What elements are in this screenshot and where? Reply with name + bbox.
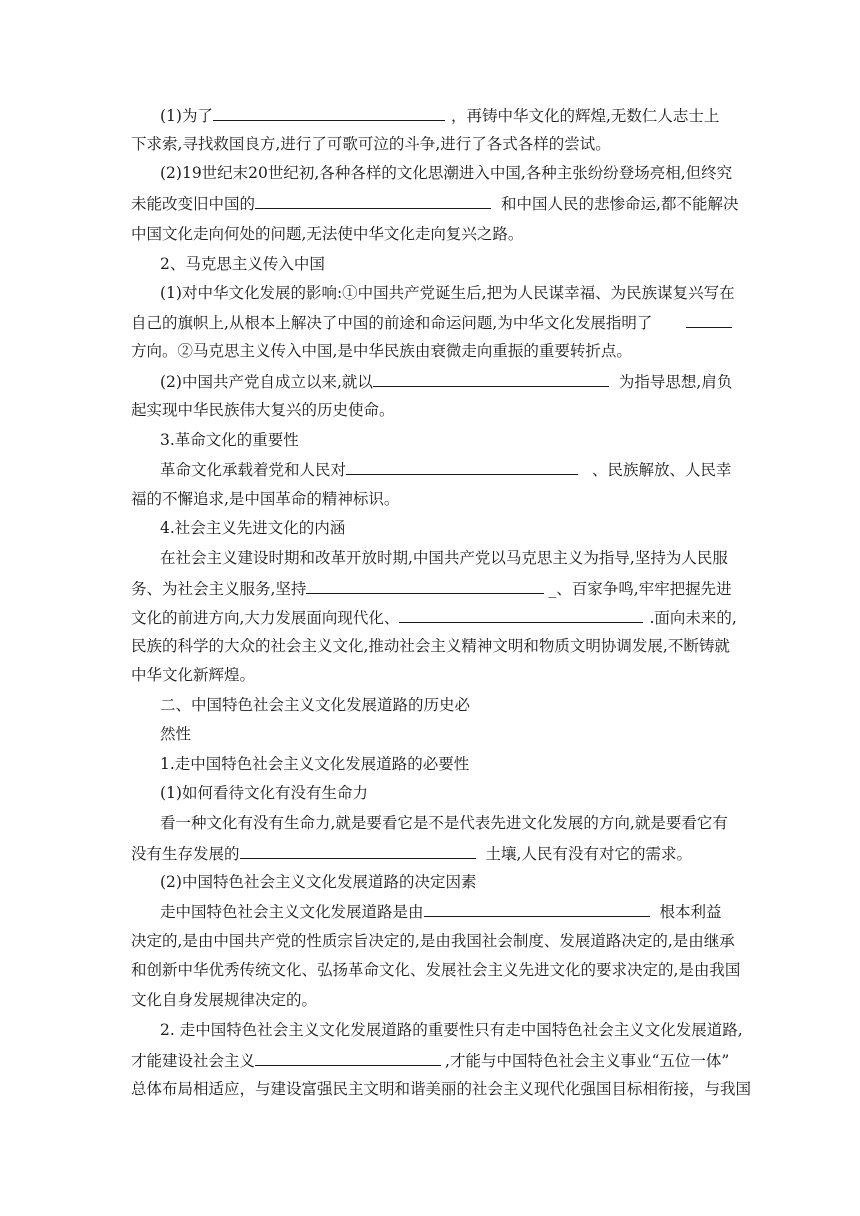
paragraph-line: 中华文化新辉煌。 — [131, 666, 256, 684]
paragraph-line: 中国文化走向何处的问题,无法使中华文化走向复兴之路。 — [131, 225, 524, 243]
fill-in-blank[interactable] — [240, 843, 476, 859]
paragraph-line: 2. 走中国特色社会主义文化发展道路的重要性只有走中国特色社会主义文化发展道路, — [160, 1021, 743, 1039]
text-run: 根本利益 — [659, 903, 722, 921]
paragraph-line — [160, 371, 732, 392]
section-heading: 1.走中国特色社会主义文化发展道路的必要性 — [160, 755, 470, 773]
paragraph-line: (1)对中华文化发展的影响:①中国共产党诞生后,把为人民谋幸福、为民族谋复兴写在 — [160, 284, 735, 302]
paragraph-line — [131, 578, 732, 599]
fill-in-blank[interactable] — [424, 901, 650, 917]
text-run: 务、为社会主义服务,坚持 — [131, 580, 307, 598]
paragraph-line: (2)19世纪末20世纪初,各种各样的文化思潮进入中国,各种主张纷纷登场亮相,但终究 — [160, 164, 733, 182]
text-run: 革命文化承载着党和人民对 — [160, 461, 347, 479]
text-run: 、民族解放、人民幸 — [592, 461, 732, 479]
text-run: 和中国人民的悲惨命运,都不能解决 — [501, 195, 739, 213]
section-heading: 2、马克思主义传入中国 — [160, 255, 325, 273]
text-run: 为指导思想,肩负 — [618, 373, 733, 391]
paragraph-line: 在社会主义建设时期和改革开放时期,中国共产党以马克思主义为指导,坚持为人民服 — [160, 549, 728, 567]
paragraph-line — [160, 901, 722, 922]
paragraph-line: 看一种文化有没有生命力,就是要看它是不是代表先进文化发展的方向,就是要看它有 — [160, 814, 728, 832]
section-heading: 3.革命文化的重要性 — [160, 431, 299, 449]
section-heading: 然性 — [160, 725, 192, 743]
paragraph-line: 起实现中华民族伟大复兴的历史使命。 — [131, 401, 395, 419]
text-run: 走中国特色社会主义文化发展道路是由 — [160, 903, 424, 921]
fill-in-blank[interactable] — [373, 371, 609, 387]
paragraph-line: 方向。②马克思主义传入中国,是中华民族由衰微走向重振的重要转折点。 — [131, 342, 632, 360]
paragraph-line — [131, 1050, 729, 1071]
fill-in-blank[interactable] — [255, 193, 491, 209]
paragraph-line: 决定的,是由中国共产党的性质宗旨决定的,是由我国社会制度、发展道路决定的,是由继承 — [131, 932, 735, 950]
paragraph-line — [160, 105, 719, 126]
paragraph-line: 总体布局相适应，与建设富强民主文明和谐美丽的社会主义现代化强国目标相衔接，与我国 — [131, 1080, 752, 1098]
fill-in-blank[interactable] — [346, 459, 578, 475]
paragraph-line: 文化自身发展规律决定的。 — [131, 991, 318, 1009]
paragraph-line: 福的不懈追求,是中国革命的精神标识。 — [131, 490, 400, 508]
section-heading: (2)中国特色社会主义文化发展道路的决定因素 — [160, 873, 477, 891]
section-heading: 二、中国特色社会主义文化发展道路的历史必 — [160, 696, 471, 714]
paragraph-line — [131, 843, 692, 864]
paragraph-line — [131, 193, 738, 214]
text-run: 才能建设社会主义 — [131, 1052, 256, 1070]
text-run: .面向未来的, — [649, 609, 737, 627]
fill-in-blank[interactable] — [213, 105, 445, 121]
paragraph-line: 下求索,寻找救国良方,进行了可歌可泣的斗争,进行了各式各样的尝试。 — [131, 135, 611, 153]
paragraph-line: 民族的科学的大众的社会主义文化,推动社会主义精神文明和物质文明协调发展,不断铸就 — [131, 637, 730, 655]
paragraph-line — [131, 312, 732, 333]
text-run: (2)中国共产党自成立以来,就以 — [160, 373, 373, 391]
fill-in-blank[interactable] — [255, 1050, 441, 1066]
section-heading: (1)如何看待文化有没有生命力 — [160, 784, 368, 802]
text-run: 土壤,人民有没有对它的需求。 — [485, 845, 692, 863]
text-run: (1)为了 — [160, 107, 213, 125]
paragraph-line — [160, 459, 732, 480]
fill-in-blank[interactable] — [399, 607, 643, 623]
fill-in-blank[interactable] — [306, 578, 544, 594]
section-heading: 4.社会主义先进文化的内涵 — [160, 519, 346, 537]
text-run: _、百家争鸣,牢牢把握先进 — [548, 580, 732, 598]
fill-in-blank[interactable] — [686, 312, 732, 328]
text-run: 未能改变旧中国的 — [131, 195, 256, 213]
text-run: ,才能与中国特色社会主义事业“五位一体” — [445, 1052, 730, 1070]
text-run: ，再铸中华文化的辉煌,无数仁人志士上 — [450, 107, 720, 125]
paragraph-line: 和创新中华优秀传统文化、弘扬革命文化、发展社会主义先进文化的要求决定的,是由我国 — [131, 961, 741, 979]
paragraph-line — [131, 607, 737, 628]
text-run: 自己的旗帜上,从根本上解决了中国的前途和命运问题,为中华文化发展指明了 — [131, 314, 653, 332]
text-run: 没有生存发展的 — [131, 845, 240, 863]
text-run: 文化的前进方向,大力发展面向现代化、 — [131, 609, 400, 627]
